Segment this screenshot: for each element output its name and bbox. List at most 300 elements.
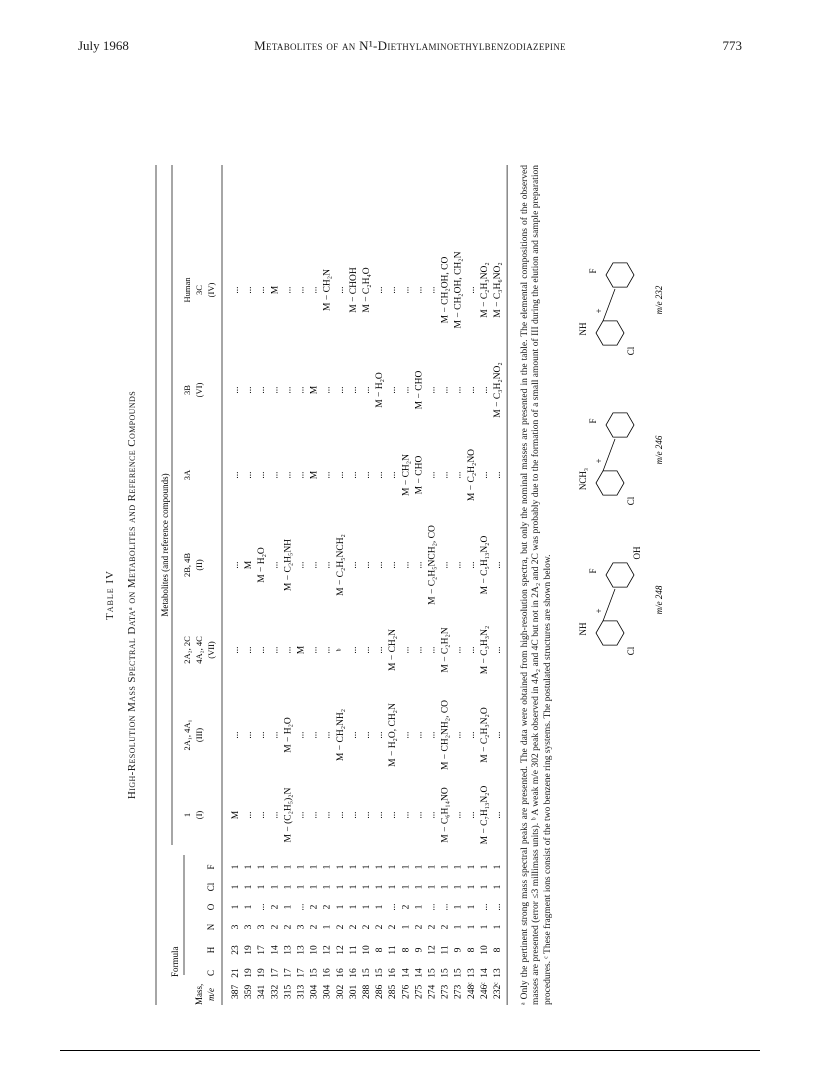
atom-label: + [594, 608, 604, 614]
row-cell: M − C₅H₁₃N₂O [479, 535, 490, 595]
row-formula-cl: 1 [335, 884, 346, 890]
row-cell: ... [427, 811, 438, 819]
row-cell: ... [322, 386, 333, 394]
row-cell: M [309, 385, 320, 395]
row-formula-n: 2 [283, 924, 294, 930]
metabolite-col-line2: (II) [194, 559, 204, 571]
row-cell: ... [270, 811, 281, 819]
row-formula-n: 1 [322, 924, 333, 930]
row-cell: ... [466, 811, 477, 819]
row-formula-c: 14 [479, 968, 490, 978]
row-cell: ... [362, 731, 372, 739]
row-formula-o: 1 [244, 904, 255, 910]
metabolite-col-line1: 2A₁, 4A₁ [182, 719, 192, 751]
row-formula-o: ... [440, 903, 451, 911]
row-cell: ... [466, 386, 477, 394]
row-formula-cl: 1 [348, 884, 359, 890]
fragment-mz-label: m/e 232 [654, 285, 664, 315]
row-formula-c: 19 [244, 968, 255, 978]
row-formula-h: 23 [231, 945, 241, 955]
formula-col-n: N [206, 923, 216, 931]
row-formula-c: 15 [309, 968, 320, 978]
row-formula-n: 3 [257, 924, 268, 930]
row-mass: 332 [270, 984, 281, 999]
row-cell: ... [348, 731, 359, 739]
row-cell: ... [348, 811, 359, 819]
row-cell: ... [427, 646, 438, 654]
row-cell: ... [244, 286, 255, 294]
row-cell: M [270, 285, 281, 295]
table-footnotes: ᵃ Only the pertinent strong mass spectral peaks are presented. The data were obtained from high-resolution spectra, but only the nominal masses are presented in the table. The elemental compositions of the observed masses are presented (error ≤3 millimass units). ᵇ A weak m/e 302 peak observed in 4A₂ and 4C but not in 2A₂ and 2C was probably due to the formation of a small amount of III during the elution and sample preparation procedures. ᶜ These fragment ions consist of the two benzene ring systems. The postulated structures are shown below. [520, 165, 553, 1005]
atom-label: F [588, 268, 598, 274]
formula-col-h: H [206, 946, 216, 954]
row-cell: ... [257, 386, 268, 394]
row-cell: ... [270, 386, 281, 394]
fluoro-benzene-ring [606, 563, 634, 587]
row-cell: M − CH₂OH, CO [440, 256, 451, 324]
row-cell: ... [296, 386, 307, 394]
row-formula-o: ... [388, 903, 399, 911]
row-cell: M − C₃H₂NO₂ [493, 362, 503, 418]
row-mass: 273 [453, 984, 464, 999]
row-cell: ... [427, 471, 438, 479]
formula-group-header: Formula [170, 946, 180, 977]
row-formula-h: 12 [322, 945, 333, 955]
row-formula-h: 13 [296, 945, 307, 955]
row-cell: ᵇ [335, 648, 346, 652]
table-title: High-Resolution Mass Spectral Dataᵃ on Metabolites and Reference Compounds [126, 390, 138, 800]
row-formula-f: 1 [388, 864, 399, 870]
row-cell: ... [440, 471, 451, 479]
row-formula-c: 14 [414, 968, 425, 978]
row-formula-c: 19 [257, 968, 268, 978]
row-cell: ... [257, 286, 268, 294]
row-cell: ... [283, 386, 294, 394]
row-cell: ... [414, 811, 425, 819]
row-cell: ... [257, 646, 268, 654]
row-cell: ... [388, 471, 399, 479]
row-formula-f: 1 [283, 864, 294, 870]
row-formula-cl: 1 [231, 884, 241, 890]
row-cell: ... [348, 471, 359, 479]
row-cell: ... [453, 561, 464, 569]
row-cell: ... [440, 561, 451, 569]
row-mass: 286 [375, 984, 386, 999]
row-formula-h: 14 [270, 945, 281, 955]
row-cell: ... [309, 811, 320, 819]
row-cell: ... [453, 471, 464, 479]
row-cell: ... [231, 561, 241, 569]
row-cell: ... [296, 471, 307, 479]
row-cell: ... [335, 286, 346, 294]
row-cell: M − CH₂NH₂, CO [440, 699, 451, 771]
row-cell: ... [362, 561, 372, 569]
metabolite-col-line1: 2B, 4B [182, 552, 192, 578]
row-formula-f: 1 [479, 864, 490, 870]
row-mass: 285 [388, 984, 399, 999]
row-mass: 341 [257, 984, 268, 999]
row-cell: ... [401, 561, 412, 569]
row-cell: M [309, 470, 320, 480]
row-formula-o: 1 [348, 904, 359, 910]
row-cell: ... [362, 811, 372, 819]
row-cell: M − C₃H₆NO₂ [493, 262, 503, 318]
row-cell: ... [322, 561, 333, 569]
row-formula-n: 1 [479, 924, 490, 930]
row-formula-o: 2 [322, 904, 333, 910]
row-formula-o: ... [493, 903, 503, 911]
row-formula-cl: 1 [270, 884, 281, 890]
row-cell: ... [466, 286, 477, 294]
row-cell: ... [335, 811, 346, 819]
row-formula-h: 12 [335, 945, 346, 955]
row-formula-cl: 1 [244, 884, 255, 890]
row-formula-n: 2 [335, 924, 346, 930]
row-cell: ... [479, 386, 490, 394]
fragment-mz-label: m/e 246 [654, 435, 664, 465]
row-formula-cl: 1 [427, 884, 438, 890]
row-cell: ... [296, 811, 307, 819]
row-cell: ... [375, 561, 386, 569]
mass-column-unit: m/e [206, 988, 216, 1001]
row-formula-n: 2 [309, 924, 320, 930]
row-formula-c: 15 [440, 968, 451, 978]
row-formula-cl: 1 [401, 884, 412, 890]
row-mass: 387 [231, 984, 241, 999]
atom-label: Cl [626, 496, 636, 506]
table-number: Table IV [104, 570, 116, 620]
row-mass: 248ᶜ [466, 982, 477, 999]
row-cell: ... [427, 731, 438, 739]
row-formula-o: 1 [283, 904, 294, 910]
row-cell: M − C₂H₅NCH₂, CO [427, 525, 438, 605]
row-mass: 246ᶜ [479, 982, 490, 999]
row-formula-f: 1 [401, 864, 412, 870]
row-formula-h: 9 [453, 947, 464, 953]
metabolite-col-line1: 2A₂, 2C [182, 636, 192, 664]
row-mass: 274 [427, 984, 438, 999]
row-cell: ... [270, 561, 281, 569]
row-formula-n: 2 [348, 924, 359, 930]
row-mass: 301 [348, 984, 359, 999]
row-cell: ... [414, 731, 425, 739]
row-cell: M − C₇H₁₃N₂O [479, 785, 490, 845]
row-cell: ... [453, 811, 464, 819]
row-cell: M − H₂O [257, 547, 268, 583]
row-formula-f: 1 [296, 864, 307, 870]
row-formula-n: 1 [401, 924, 412, 930]
row-cell: ... [375, 286, 386, 294]
row-formula-n: 2 [427, 924, 438, 930]
row-cell: ... [309, 561, 320, 569]
row-formula-cl: 1 [375, 884, 386, 890]
row-cell: ... [322, 731, 333, 739]
metabolites-group-header: Metabolites (and reference compounds) [160, 473, 170, 617]
row-formula-c: 16 [322, 968, 333, 978]
row-formula-f: 1 [427, 864, 438, 870]
row-cell: M [231, 810, 241, 820]
row-cell: ... [296, 286, 307, 294]
row-cell: ... [375, 471, 386, 479]
metabolite-col-line2: (VI) [194, 382, 204, 398]
rotated-table-block [100, 135, 680, 1055]
row-mass: 276 [401, 984, 412, 999]
running-title: Metabolites of an N¹-Diethylaminoethylbenzodiazepine [254, 38, 566, 53]
row-formula-o: ... [427, 903, 438, 911]
row-cell: ... [414, 646, 425, 654]
metabolite-col-line1: 1 [182, 812, 192, 818]
row-formula-o: 1 [335, 904, 346, 910]
row-cell: ... [453, 731, 464, 739]
row-cell: ... [283, 286, 294, 294]
row-cell: ... [257, 731, 268, 739]
row-cell: ... [414, 286, 425, 294]
row-formula-n: 2 [375, 924, 386, 930]
row-formula-f: 1 [335, 864, 346, 870]
row-formula-f: 1 [257, 864, 268, 870]
row-cell: ... [231, 731, 241, 739]
row-cell: M − C₂H₅NCH₂ [335, 534, 346, 596]
row-formula-h: 8 [493, 947, 503, 953]
row-cell: ... [493, 646, 503, 654]
row-cell: M − CH₂N [322, 269, 333, 311]
row-cell: ... [493, 471, 503, 479]
row-formula-f: 1 [322, 864, 333, 870]
row-cell: ... [362, 386, 372, 394]
chloro-benzene-ring [596, 621, 624, 645]
row-formula-o: 1 [231, 904, 241, 910]
page-bottom-rule [60, 1050, 760, 1051]
metabolite-col-line1: 3B [182, 385, 192, 395]
row-cell: ... [427, 386, 438, 394]
row-cell: ... [270, 731, 281, 739]
row-formula-f: 1 [244, 864, 255, 870]
row-formula-c: 15 [427, 968, 438, 978]
row-formula-c: 15 [375, 968, 386, 978]
ring-link-bond [603, 439, 615, 471]
row-cell: ... [244, 386, 255, 394]
row-formula-n: 2 [414, 924, 425, 930]
row-cell: ... [401, 811, 412, 819]
row-cell: ... [309, 286, 320, 294]
metabolite-col-line1: Human [182, 277, 192, 303]
row-cell: M [244, 560, 255, 570]
row-formula-o: ... [257, 903, 268, 911]
fluoro-benzene-ring [606, 263, 634, 287]
row-formula-o: 2 [401, 904, 412, 910]
row-cell: ... [257, 811, 268, 819]
row-formula-cl: 1 [296, 884, 307, 890]
formula-col-cl: Cl [206, 882, 216, 892]
row-cell: M − C₂H₃N₂O [479, 707, 490, 763]
row-cell: ... [466, 561, 477, 569]
row-cell: ... [388, 811, 399, 819]
row-formula-n: 1 [466, 924, 477, 930]
row-formula-n: 3 [244, 924, 255, 930]
row-formula-n: 3 [231, 924, 241, 930]
row-mass: 304 [309, 984, 320, 999]
row-formula-n: 2 [440, 924, 451, 930]
row-formula-o: 1 [414, 904, 425, 910]
row-formula-cl: 1 [493, 884, 503, 890]
row-mass: 288 [362, 984, 372, 999]
atom-label: Cl [626, 346, 636, 356]
row-cell: ... [283, 471, 294, 479]
row-formula-o: ... [296, 903, 307, 911]
row-formula-cl: 1 [257, 884, 268, 890]
row-formula-cl: 1 [466, 884, 477, 890]
row-formula-h: 10 [362, 945, 372, 955]
row-cell: M − C₂H₅NH [283, 538, 294, 592]
row-cell: ... [362, 646, 372, 654]
row-formula-c: 15 [453, 968, 464, 978]
row-formula-o: 2 [309, 904, 320, 910]
row-cell: ... [231, 386, 241, 394]
row-formula-f: 1 [362, 864, 372, 870]
row-cell: M − CH₂OH, CH₂N [453, 251, 464, 329]
row-cell: ... [427, 286, 438, 294]
row-cell: ... [244, 811, 255, 819]
row-formula-cl: 1 [388, 884, 399, 890]
row-formula-f: 1 [453, 864, 464, 870]
page-header [78, 38, 742, 58]
fragment-mz-label: m/e 248 [654, 585, 664, 615]
row-formula-c: 13 [493, 968, 503, 978]
row-cell: ... [348, 646, 359, 654]
row-cell: ... [335, 386, 346, 394]
formula-col-f: F [206, 864, 216, 870]
row-cell: ... [348, 561, 359, 569]
row-formula-f: 1 [231, 864, 241, 870]
atom-label: NH [578, 322, 588, 336]
row-cell: ... [466, 646, 477, 654]
row-formula-cl: 1 [309, 884, 320, 890]
row-mass: 359 [244, 984, 255, 999]
row-cell: ... [388, 561, 399, 569]
row-formula-f: 1 [309, 864, 320, 870]
row-cell: ... [309, 646, 320, 654]
row-formula-cl: 1 [453, 884, 464, 890]
row-formula-cl: 1 [362, 884, 372, 890]
row-cell: ... [440, 386, 451, 394]
row-formula-o: 1 [375, 904, 386, 910]
row-formula-n: 2 [362, 924, 372, 930]
fluoro-benzene-ring [606, 413, 634, 437]
row-cell: ... [375, 731, 386, 739]
row-cell: M − H₂O, CH₂N [388, 703, 399, 767]
issue-date: July 1968 [78, 38, 129, 53]
chloro-benzene-ring [596, 471, 624, 495]
row-formula-o: 2 [270, 904, 281, 910]
row-cell: ... [296, 731, 307, 739]
row-cell: ... [493, 811, 503, 819]
row-formula-n: 1 [493, 924, 503, 930]
row-cell: ... [493, 561, 503, 569]
row-cell: M − C₂H₂N [440, 627, 451, 673]
row-formula-c: 16 [335, 968, 346, 978]
row-formula-h: 10 [479, 945, 490, 955]
row-cell: ... [401, 386, 412, 394]
row-cell: M − C₂H₂NO [466, 448, 477, 502]
row-formula-h: 10 [309, 945, 320, 955]
row-formula-c: 17 [270, 968, 281, 978]
row-formula-c: 17 [283, 968, 294, 978]
row-formula-cl: 1 [440, 884, 451, 890]
mass-spectral-table [154, 165, 514, 1005]
row-formula-f: 1 [270, 864, 281, 870]
row-formula-n: 3 [296, 924, 307, 930]
metabolite-col-line1: 3A [182, 469, 192, 481]
row-mass: 304 [322, 984, 333, 999]
row-cell: M − CHO [414, 455, 425, 495]
row-formula-o: 1 [362, 904, 372, 910]
row-formula-n: 1 [453, 924, 464, 930]
row-formula-h: 11 [388, 945, 399, 955]
row-cell: ... [231, 471, 241, 479]
atom-label: NH [578, 622, 588, 636]
row-cell: ... [231, 646, 241, 654]
row-cell: M [296, 645, 307, 655]
row-formula-c: 21 [231, 968, 241, 978]
metabolite-col-line3: (VII) [206, 641, 216, 659]
row-formula-o: 1 [453, 904, 464, 910]
row-cell: ... [335, 471, 346, 479]
row-cell: ... [466, 731, 477, 739]
row-cell: ... [493, 731, 503, 739]
row-formula-h: 8 [466, 947, 477, 953]
row-formula-f: 1 [466, 864, 477, 870]
page-number: 773 [722, 38, 742, 53]
row-cell: ... [322, 811, 333, 819]
row-formula-f: 1 [493, 864, 503, 870]
row-formula-o: ... [479, 903, 490, 911]
row-cell: M − CH₂N [388, 629, 399, 671]
row-cell: ... [388, 386, 399, 394]
row-formula-c: 13 [466, 968, 477, 978]
metabolite-col-line2: (III) [194, 727, 204, 743]
formula-col-o: O [206, 903, 216, 911]
row-formula-h: 8 [375, 947, 386, 953]
row-mass: 313 [296, 984, 307, 999]
row-formula-h: 19 [244, 945, 255, 955]
chloro-benzene-ring [596, 321, 624, 345]
row-cell: M − C₂H₃NO₂ [479, 262, 490, 318]
row-cell: ... [453, 646, 464, 654]
atom-label: F [588, 568, 598, 574]
row-formula-h: 17 [257, 945, 268, 955]
row-mass: 275 [414, 984, 425, 999]
mass-column-header: Mass, [194, 983, 204, 1005]
row-formula-c: 16 [388, 968, 399, 978]
row-cell: ... [244, 646, 255, 654]
row-formula-c: 16 [348, 968, 359, 978]
row-cell: ... [401, 731, 412, 739]
row-cell: ... [401, 646, 412, 654]
row-cell: ... [479, 471, 490, 479]
row-cell: M − CHOH [348, 267, 359, 313]
row-formula-c: 17 [296, 968, 307, 978]
row-cell: ... [375, 811, 386, 819]
row-cell: ... [322, 471, 333, 479]
atom-label: + [594, 458, 604, 464]
row-cell: ... [322, 646, 333, 654]
row-formula-n: 2 [270, 924, 281, 930]
row-mass: 273 [440, 984, 451, 999]
row-formula-n: 2 [388, 924, 399, 930]
ring-link-bond [603, 589, 615, 621]
row-formula-c: 15 [362, 968, 372, 978]
row-cell: M − C₃H₃N₂ [479, 625, 490, 675]
